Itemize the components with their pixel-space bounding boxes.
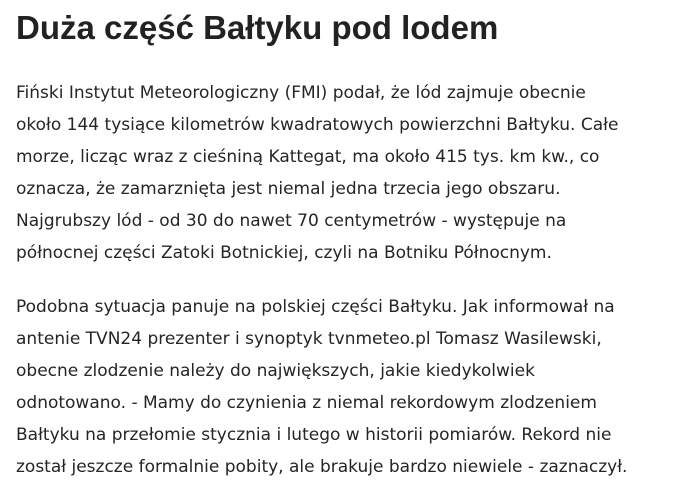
paragraph-line: Fiński Instytut Meteorologiczny (FMI) podał, że lód zajmuje obecnie: [16, 83, 586, 103]
paragraph-line: północnej części Zatoki Botnickiej, czyli na Botniku Północnym.: [16, 243, 552, 263]
paragraph-line: antenie TVN24 prezenter i synoptyk tvnmeteo.pl Tomasz Wasilewski,: [16, 329, 602, 349]
article-paragraph-1: [16, 77, 700, 269]
paragraph-line: Bałtyku na przełomie stycznia i lutego w historii pomiarów. Rekord nie: [16, 425, 612, 445]
paragraph-line: odnotowano. - Mamy do czynienia z niemal rekordowym zlodzeniem: [16, 393, 597, 413]
article-paragraph-2: [16, 291, 700, 483]
paragraph-line: Najgrubszy lód - od 30 do nawet 70 centymetrów - występuje na: [16, 211, 567, 231]
paragraph-line: około 144 tysiące kilometrów kwadratowych powierzchni Bałtyku. Całe: [16, 115, 619, 135]
paragraph-line: został jeszcze formalnie pobity, ale brakuje bardzo niewiele - zaznaczył.: [16, 457, 628, 477]
article: [16, 0, 700, 483]
paragraph-line: oznacza, że zamarznięta jest niemal jedna trzecia jego obszaru.: [16, 179, 561, 199]
paragraph-line: obecne zlodzenie należy do największych, jakie kiedykolwiek: [16, 361, 535, 381]
paragraph-line: morze, licząc wraz z cieśniną Kattegat, ma około 415 tys. km kw., co: [16, 147, 600, 167]
article-title: Duża część Bałtyku pod lodem: [16, 9, 499, 46]
paragraph-line: Podobna sytuacja panuje na polskiej części Bałtyku. Jak informował na: [16, 297, 615, 317]
